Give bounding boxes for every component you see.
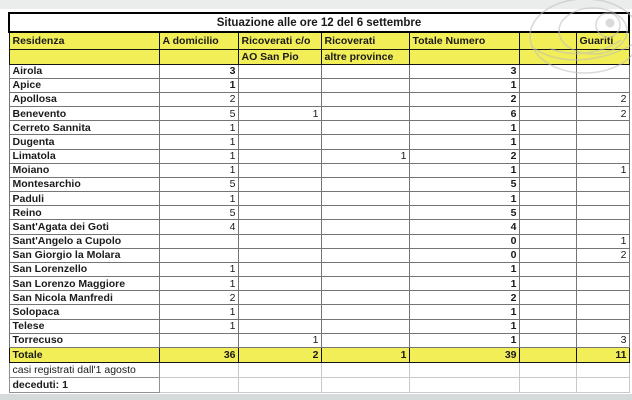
- cell-spare: [519, 163, 576, 177]
- cell-a-domicilio: 2: [159, 291, 238, 305]
- empty-cell: [576, 363, 629, 378]
- cell-ricoverati-sanpio: [238, 220, 321, 234]
- footnote-casi-registrati: casi registrati dall'1 agosto: [9, 363, 159, 378]
- empty-cell: [519, 378, 576, 393]
- column-subheader-residenza: [9, 49, 159, 64]
- cell-guariti: [576, 277, 629, 291]
- cell-guariti: 3: [576, 333, 629, 347]
- cell-ricoverati-altre: [321, 291, 409, 305]
- cell-ricoverati-sanpio: [238, 305, 321, 319]
- cell-ricoverati-sanpio: [238, 234, 321, 248]
- empty-cell: [409, 378, 519, 393]
- cell-ricoverati-altre: [321, 135, 409, 149]
- cell-ricoverati-sanpio: [238, 121, 321, 135]
- cell-totale-numero: 2: [409, 291, 519, 305]
- page-margin-bottom: [0, 394, 632, 400]
- cell-ricoverati-sanpio: [238, 163, 321, 177]
- cell-spare: [519, 64, 576, 78]
- cell-totale-numero: 5: [409, 206, 519, 220]
- cell-ricoverati-sanpio: [238, 149, 321, 163]
- cell-a-domicilio: 1: [159, 319, 238, 333]
- table-row: [9, 78, 629, 92]
- cell-spare: [519, 135, 576, 149]
- cell-guariti: 2: [576, 92, 629, 106]
- cell-totale-numero: 4: [409, 220, 519, 234]
- cell-residenza: Telese: [9, 319, 159, 333]
- cell-residenza: Cerreto Sannita: [9, 121, 159, 135]
- table-row: [9, 177, 629, 191]
- cell-totale-numero: 1: [409, 135, 519, 149]
- cell-ricoverati-altre: [321, 333, 409, 347]
- cell-a-domicilio: 1: [159, 262, 238, 276]
- cell-a-domicilio: 1: [159, 192, 238, 206]
- cell-guariti: [576, 206, 629, 220]
- cell-guariti: [576, 78, 629, 92]
- cell-guariti: [576, 319, 629, 333]
- cell-spare: [519, 220, 576, 234]
- cell-ricoverati-altre: [321, 277, 409, 291]
- cell-a-domicilio: 3: [159, 64, 238, 78]
- cell-residenza: Apollosa: [9, 92, 159, 106]
- cell-ricoverati-altre: [321, 78, 409, 92]
- cell-guariti: [576, 149, 629, 163]
- cell-totale-numero: 1: [409, 121, 519, 135]
- cell-guariti: [576, 220, 629, 234]
- empty-cell: [576, 378, 629, 393]
- column-subheader-altre-province: altre province: [321, 49, 409, 64]
- table-row: [9, 149, 629, 163]
- cell-totale-numero: 1: [409, 78, 519, 92]
- cell-spare: [519, 234, 576, 248]
- covid-situation-table: [8, 12, 630, 393]
- cell-ricoverati-altre: [321, 206, 409, 220]
- cell-guariti: [576, 192, 629, 206]
- table-row: [9, 234, 629, 248]
- page-title: Situazione alle ore 12 del 6 settembre: [9, 13, 629, 32]
- cell-totale-numero: 2: [409, 92, 519, 106]
- empty-cell: [321, 363, 409, 378]
- totals-spare: [519, 348, 576, 363]
- cell-ricoverati-altre: 1: [321, 149, 409, 163]
- cell-residenza: Solopaca: [9, 305, 159, 319]
- totals-a-domicilio: 36: [159, 348, 238, 363]
- cell-residenza: Benevento: [9, 107, 159, 121]
- cell-a-domicilio: 2: [159, 92, 238, 106]
- cell-a-domicilio: [159, 333, 238, 347]
- cell-ricoverati-altre: [321, 177, 409, 191]
- table-row: [9, 305, 629, 319]
- column-subheader-ao-san-pio: AO San Pio: [238, 49, 321, 64]
- column-subheader-totale: [409, 49, 519, 64]
- cell-totale-numero: 0: [409, 234, 519, 248]
- cell-a-domicilio: [159, 248, 238, 262]
- cell-residenza: Reino: [9, 206, 159, 220]
- cell-spare: [519, 333, 576, 347]
- cell-ricoverati-sanpio: [238, 291, 321, 305]
- cell-totale-numero: 0: [409, 248, 519, 262]
- cell-totale-numero: 1: [409, 319, 519, 333]
- table-row: [9, 121, 629, 135]
- cell-ricoverati-altre: [321, 234, 409, 248]
- cell-ricoverati-sanpio: 1: [238, 333, 321, 347]
- column-header-ricoverati-altre: Ricoverati: [321, 32, 409, 49]
- totals-row: [9, 348, 629, 363]
- cell-ricoverati-sanpio: [238, 192, 321, 206]
- cell-totale-numero: 1: [409, 262, 519, 276]
- cell-ricoverati-altre: [321, 107, 409, 121]
- cell-ricoverati-sanpio: [238, 64, 321, 78]
- totals-totale-numero: 39: [409, 348, 519, 363]
- page-margin-top: [0, 0, 632, 9]
- cell-spare: [519, 192, 576, 206]
- table-body: [9, 64, 629, 348]
- cell-totale-numero: 6: [409, 107, 519, 121]
- cell-spare: [519, 319, 576, 333]
- table-row: [9, 333, 629, 347]
- table-row: [9, 277, 629, 291]
- table-row: [9, 262, 629, 276]
- cell-ricoverati-sanpio: [238, 248, 321, 262]
- column-header-spare: [519, 32, 576, 49]
- cell-a-domicilio: [159, 234, 238, 248]
- footnote-row-deceduti: [9, 378, 629, 393]
- cell-ricoverati-altre: [321, 319, 409, 333]
- cell-ricoverati-sanpio: [238, 92, 321, 106]
- cell-guariti: 2: [576, 107, 629, 121]
- totals-guariti: 11: [576, 348, 629, 363]
- table-row: [9, 206, 629, 220]
- cell-guariti: [576, 64, 629, 78]
- cell-ricoverati-altre: [321, 248, 409, 262]
- cell-ricoverati-altre: [321, 121, 409, 135]
- cell-spare: [519, 262, 576, 276]
- cell-spare: [519, 277, 576, 291]
- cell-ricoverati-sanpio: 1: [238, 107, 321, 121]
- cell-a-domicilio: 1: [159, 149, 238, 163]
- cell-guariti: [576, 135, 629, 149]
- column-header-guariti: Guariti: [576, 32, 629, 49]
- cell-ricoverati-sanpio: [238, 206, 321, 220]
- table-row: [9, 291, 629, 305]
- cell-spare: [519, 248, 576, 262]
- column-subheader-spare: [519, 49, 576, 64]
- cell-residenza: Dugenta: [9, 135, 159, 149]
- cell-spare: [519, 177, 576, 191]
- cell-ricoverati-sanpio: [238, 135, 321, 149]
- totals-ricoverati-altre: 1: [321, 348, 409, 363]
- cell-spare: [519, 206, 576, 220]
- cell-residenza: Sant'Angelo a Cupolo: [9, 234, 159, 248]
- cell-totale-numero: 1: [409, 192, 519, 206]
- header-row-1: [9, 32, 629, 49]
- table-row: [9, 248, 629, 262]
- column-header-residenza: Residenza: [9, 32, 159, 49]
- cell-ricoverati-sanpio: [238, 319, 321, 333]
- cell-residenza: San Lorenzo Maggiore: [9, 277, 159, 291]
- empty-cell: [159, 363, 238, 378]
- cell-ricoverati-sanpio: [238, 78, 321, 92]
- table-row: [9, 135, 629, 149]
- cell-a-domicilio: 1: [159, 135, 238, 149]
- cell-residenza: Sant'Agata dei Goti: [9, 220, 159, 234]
- cell-guariti: 1: [576, 163, 629, 177]
- cell-ricoverati-sanpio: [238, 177, 321, 191]
- cell-totale-numero: 5: [409, 177, 519, 191]
- cell-a-domicilio: 5: [159, 177, 238, 191]
- cell-a-domicilio: 1: [159, 163, 238, 177]
- empty-cell: [238, 363, 321, 378]
- column-header-a-domicilio: A domicilio: [159, 32, 238, 49]
- cell-ricoverati-altre: [321, 192, 409, 206]
- cell-spare: [519, 291, 576, 305]
- empty-cell: [321, 378, 409, 393]
- table-row: [9, 92, 629, 106]
- cell-ricoverati-sanpio: [238, 262, 321, 276]
- empty-cell: [159, 378, 238, 393]
- cell-residenza: San Giorgio la Molara: [9, 248, 159, 262]
- cell-spare: [519, 78, 576, 92]
- cell-guariti: [576, 262, 629, 276]
- table-row: [9, 319, 629, 333]
- table-row: [9, 163, 629, 177]
- cell-ricoverati-sanpio: [238, 277, 321, 291]
- cell-spare: [519, 149, 576, 163]
- cell-a-domicilio: 5: [159, 206, 238, 220]
- empty-cell: [519, 363, 576, 378]
- cell-totale-numero: 1: [409, 277, 519, 291]
- cell-spare: [519, 121, 576, 135]
- cell-ricoverati-altre: [321, 305, 409, 319]
- cell-residenza: Paduli: [9, 192, 159, 206]
- cell-guariti: [576, 121, 629, 135]
- cell-totale-numero: 2: [409, 149, 519, 163]
- cell-ricoverati-altre: [321, 163, 409, 177]
- cell-residenza: Moiano: [9, 163, 159, 177]
- totals-ricoverati-sanpio: 2: [238, 348, 321, 363]
- cell-spare: [519, 92, 576, 106]
- cell-a-domicilio: 1: [159, 277, 238, 291]
- column-subheader-guariti: [576, 49, 629, 64]
- cell-a-domicilio: 1: [159, 78, 238, 92]
- column-subheader-a-domicilio: [159, 49, 238, 64]
- column-header-ricoverati-sanpio: Ricoverati c/o: [238, 32, 321, 49]
- cell-spare: [519, 107, 576, 121]
- footnote-deceduti: deceduti: 1: [9, 378, 159, 393]
- footnote-row-casi-registrati: [9, 363, 629, 378]
- cell-residenza: Airola: [9, 64, 159, 78]
- table-row: [9, 192, 629, 206]
- cell-ricoverati-altre: [321, 92, 409, 106]
- cell-residenza: Montesarchio: [9, 177, 159, 191]
- totals-label: Totale: [9, 348, 159, 363]
- title-row: [9, 13, 629, 32]
- cell-a-domicilio: 1: [159, 121, 238, 135]
- cell-guariti: 2: [576, 248, 629, 262]
- cell-totale-numero: 3: [409, 64, 519, 78]
- cell-ricoverati-altre: [321, 64, 409, 78]
- cell-ricoverati-altre: [321, 220, 409, 234]
- header-row-2: [9, 49, 629, 64]
- empty-cell: [238, 378, 321, 393]
- empty-cell: [409, 363, 519, 378]
- cell-totale-numero: 1: [409, 163, 519, 177]
- cell-guariti: [576, 291, 629, 305]
- table-row: [9, 220, 629, 234]
- cell-residenza: Limatola: [9, 149, 159, 163]
- cell-guariti: [576, 305, 629, 319]
- cell-totale-numero: 1: [409, 333, 519, 347]
- cell-spare: [519, 305, 576, 319]
- column-header-totale-numero: Totale Numero: [409, 32, 519, 49]
- cell-residenza: San Lorenzello: [9, 262, 159, 276]
- cell-guariti: 1: [576, 234, 629, 248]
- cell-guariti: [576, 177, 629, 191]
- cell-totale-numero: 1: [409, 305, 519, 319]
- cell-residenza: Torrecuso: [9, 333, 159, 347]
- cell-a-domicilio: 1: [159, 305, 238, 319]
- table-row: [9, 64, 629, 78]
- cell-a-domicilio: 5: [159, 107, 238, 121]
- cell-ricoverati-altre: [321, 262, 409, 276]
- table-row: [9, 107, 629, 121]
- cell-residenza: San Nicola Manfredi: [9, 291, 159, 305]
- cell-a-domicilio: 4: [159, 220, 238, 234]
- cell-residenza: Apice: [9, 78, 159, 92]
